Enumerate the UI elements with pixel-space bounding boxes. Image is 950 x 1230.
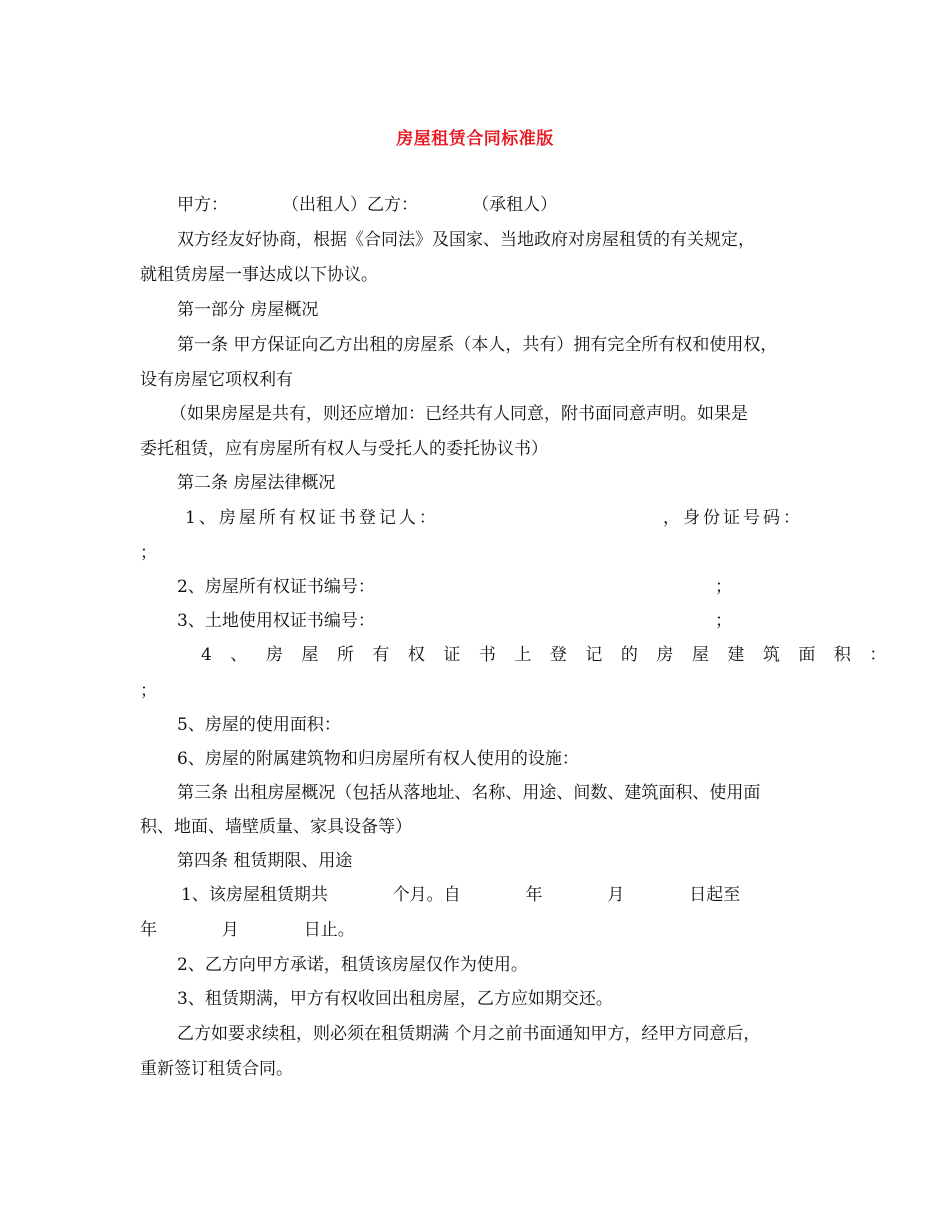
parties-line: 甲方： （出租人）乙方： （承租人） [177,195,558,215]
term-line-1: 1、该房屋租赁期共 个月。自 年 月 日起至 [181,885,741,905]
article-1-line-1: 第一条 甲方保证向乙方出租的房屋系（本人，共有）拥有完全所有权和使用权， [177,335,778,355]
item-1-right: ，身份证号码： [663,508,803,528]
part-one-heading: 第一部分 房屋概况 [177,300,319,320]
item-3-line: 3、土地使用权证书编号： [177,611,375,631]
renewal-line-1: 乙方如要求续租，则必须在租赁期满 个月之前书面通知甲方，经甲方同意后， [177,1024,761,1044]
article-3-line-1: 第三条 出租房屋概况（包括从落地址、名称、用途、间数、建筑面积、使用面 [177,783,761,803]
item-5-line: 5、房屋的使用面积： [177,715,341,735]
item-1-line [185,507,803,529]
item-1-semicolon: ； [140,543,157,563]
document-title: 房屋租赁合同标准版 [396,129,554,149]
article-1-line-2: 设有房屋它项权利有 [140,370,293,390]
item-6-line: 6、房屋的附属建筑物和归房屋所有权人使用的设施： [177,749,579,769]
item-2-semicolon: ； [715,577,732,597]
item-4-line: 4、房屋所有权证书上登记的房屋建筑面积： [201,645,905,665]
note-line-1: （如果房屋是共有，则还应增加：已经共有人同意，附书面同意声明。如果是 [170,404,748,424]
note-line-2: 委托租赁，应有房屋所有权人与受托人的委托协议书） [140,439,548,459]
item-3-semicolon: ； [715,611,732,631]
term-line-4: 3、租赁期满，甲方有权收回出租房屋，乙方应如期交还。 [177,989,613,1009]
item-2-line: 2、房屋所有权证书编号： [177,577,375,597]
article-2-heading: 第二条 房屋法律概况 [177,473,336,493]
item-1-left: 1、房屋所有权证书登记人： [185,508,439,528]
article-4-heading: 第四条 租赁期限、用途 [177,851,353,871]
term-line-2: 年 月 日止。 [140,920,355,940]
intro-line-2: 就租赁房屋一事达成以下协议。 [140,265,378,285]
intro-line-1: 双方经友好协商，根据《合同法》及国家、当地政府对房屋租赁的有关规定， [177,230,755,250]
term-line-3: 2、乙方向甲方承诺，租赁该房屋仅作为使用。 [177,955,528,975]
renewal-line-2: 重新签订租赁合同。 [140,1059,293,1079]
item-4-semicolon: ； [140,681,157,701]
article-3-line-2: 积、地面、墙壁质量、家具设备等） [140,817,412,837]
